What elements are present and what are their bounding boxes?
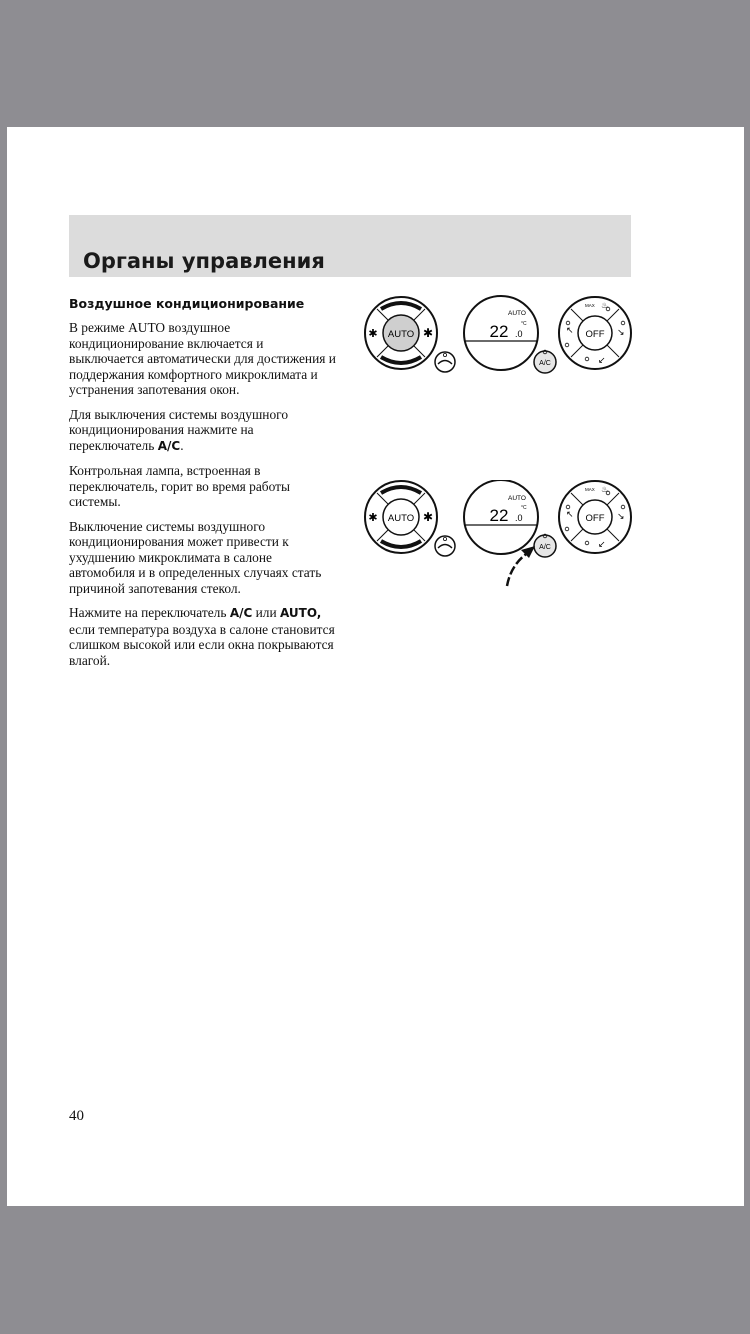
section-heading: Воздушное кондиционирование (69, 296, 305, 311)
off-button-label: OFF (585, 513, 605, 524)
temperature-display (464, 480, 538, 554)
section-header-band (69, 215, 631, 277)
display-mode: AUTO (508, 310, 526, 317)
floor-vent-icon: ↘ (617, 327, 625, 337)
temperature-unit: °C (521, 321, 527, 327)
text-column (69, 296, 339, 677)
air-distribution-dial (559, 481, 631, 553)
auto-button-label: AUTO (387, 513, 415, 524)
page-number: 40 (69, 1108, 84, 1124)
paragraph-warning: Выключение системы воздушного кондиционирования может привести к ухудшению микроклимата в салоне автомобиля и в определенных случаях стать причиной запотевания стекол. (69, 518, 322, 596)
display-mode: AUTO (508, 495, 526, 502)
temperature-display (464, 296, 538, 370)
face-vent-icon: ↖ (566, 325, 574, 335)
temperature-unit: °C (521, 505, 527, 511)
climate-panel-figure-auto (361, 295, 641, 385)
paragraph-advice (69, 605, 339, 668)
paragraph-indicator-lamp: Контрольная лампа, встроенная в переключатель, горит во время работы системы. (69, 463, 290, 509)
temperature-value: 22 (489, 506, 509, 525)
ac-button-label: A/C (539, 360, 551, 367)
ac-button (534, 350, 556, 373)
face-vent-icon: ↖ (566, 509, 574, 519)
max-defrost-label: MAX (585, 487, 595, 492)
ac-button-label: A/C (539, 544, 551, 551)
paragraph-text: . (180, 437, 184, 453)
floor-defrost-icon: ↙ (598, 539, 606, 549)
windshield-defrost-icon: ♨ (601, 301, 609, 310)
fan-high-icon: ✱ (422, 326, 434, 340)
climate-panel-figure-ac (361, 480, 641, 590)
fan-dial (365, 481, 437, 553)
max-defrost-label: MAX (585, 303, 595, 308)
paragraph-ac-off (69, 407, 339, 455)
fan-dial (365, 297, 437, 369)
temperature-decimal: .0 (515, 329, 523, 339)
paragraph-auto-mode: В режиме AUTO воздушное кондиционирование включается и выключается автоматически для достижения и поддержания комфортного микроклимата и устранения запотевания окон. (69, 320, 336, 397)
floor-defrost-icon: ↙ (598, 355, 606, 365)
floor-vent-icon: ↘ (617, 511, 625, 521)
page-title: Органы управления (83, 249, 325, 273)
windshield-defrost-icon: ♨ (601, 485, 609, 494)
ac-term: A/C (157, 438, 181, 453)
auto-button-label: AUTO (387, 329, 415, 340)
ac-button (534, 534, 556, 557)
fan-high-icon: ✱ (422, 510, 434, 524)
recirculation-button (435, 536, 455, 556)
fan-low-icon: ✱ (368, 512, 378, 524)
fan-low-icon: ✱ (368, 328, 378, 340)
recirculation-button (435, 352, 455, 372)
off-button-label: OFF (585, 329, 605, 340)
paragraph-text: Для выключения системы воздушного кондиционирования нажмите на переключатель (69, 406, 289, 453)
paragraph-text: Нажмите на переключатель (69, 605, 230, 620)
air-distribution-dial (559, 297, 631, 369)
auto-term: AUTO, (280, 606, 322, 620)
temperature-decimal: .0 (515, 513, 523, 523)
temperature-value: 22 (489, 322, 509, 341)
paragraph-text: или (252, 605, 281, 620)
paragraph-text: если температура воздуха в салоне становится слишком высокой или если окна покрываются влагой. (69, 621, 335, 668)
document-page (7, 127, 744, 1206)
ac-term: A/C (229, 606, 253, 620)
